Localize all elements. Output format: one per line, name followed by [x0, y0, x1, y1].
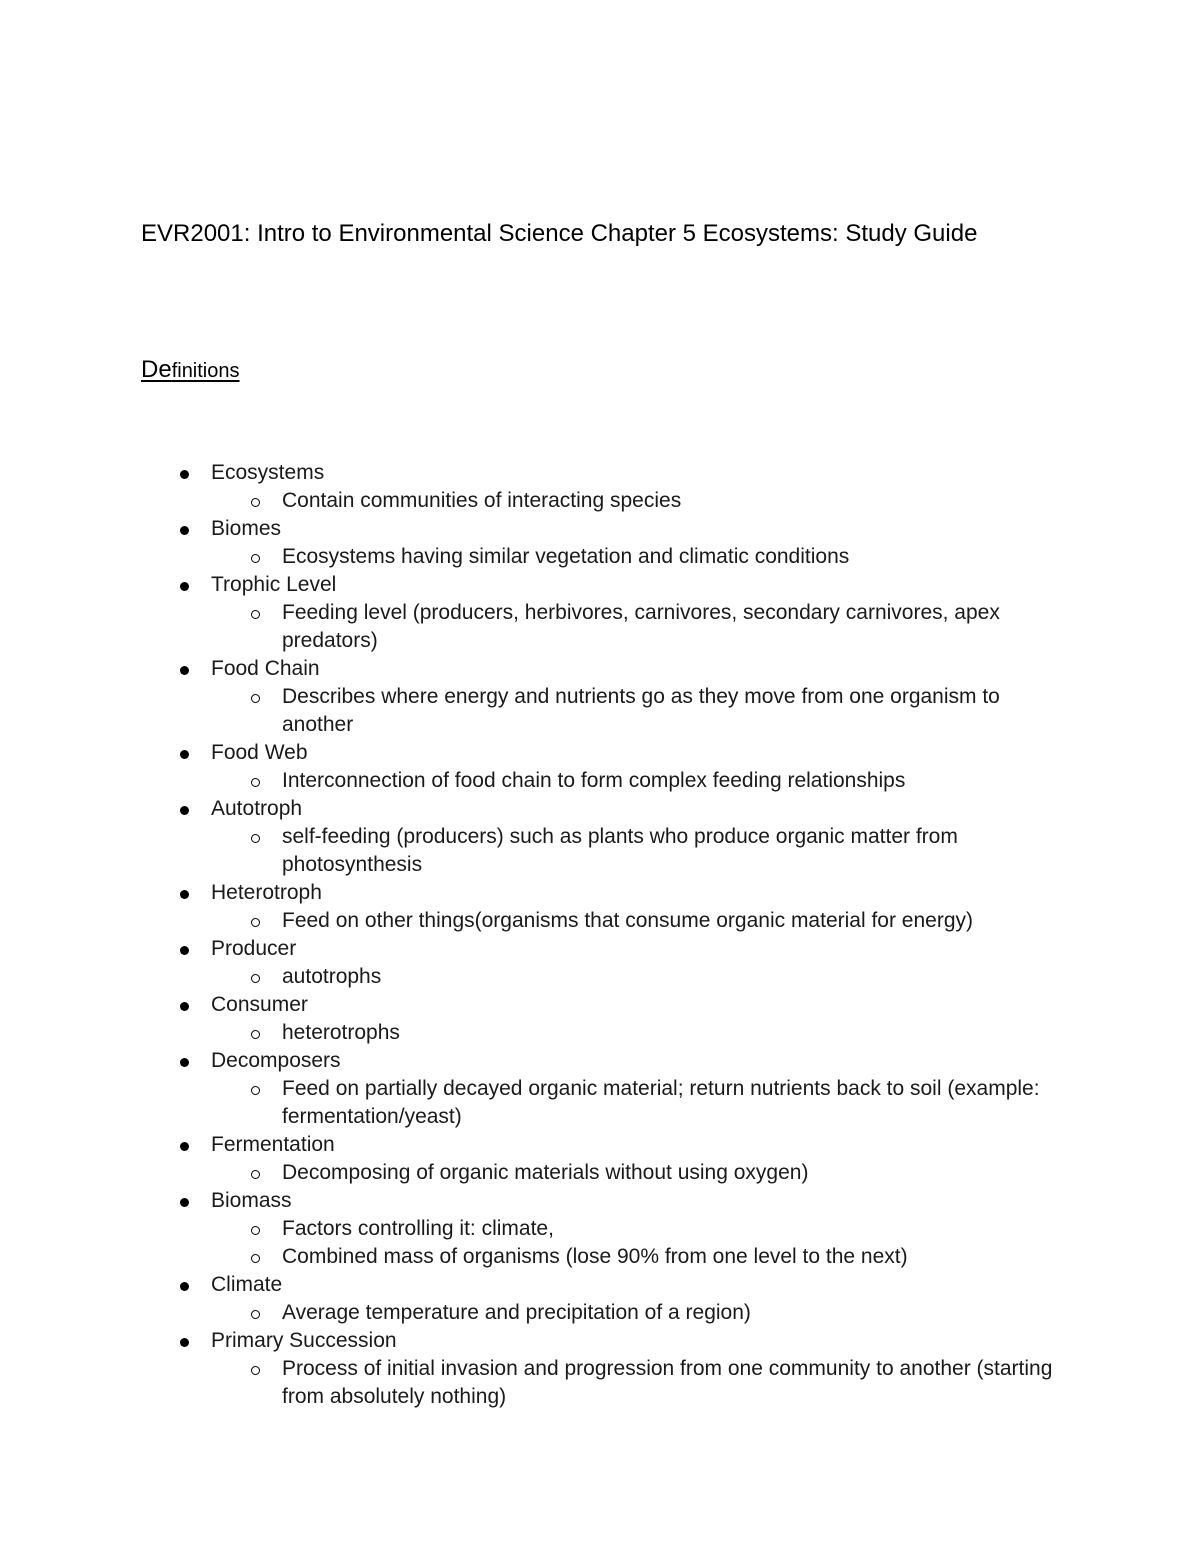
hollow-bullet-icon: [251, 1366, 260, 1375]
definition-detail-item: [210, 823, 1062, 879]
filled-bullet-icon: [180, 946, 189, 955]
definition-details: [211, 1355, 1200, 1411]
filled-bullet-icon: [180, 666, 189, 675]
definition-term: Fermentation: [211, 1133, 335, 1156]
definition-term: Heterotroph: [211, 881, 322, 904]
page-title: EVR2001: Intro to Environmental Science Chapter 5 Ecosystems: Study Guide: [141, 220, 978, 247]
hollow-bullet-icon: [251, 1170, 260, 1179]
hollow-bullet-icon: [251, 1030, 260, 1039]
definition-detail-text: Average temperature and precipitation of a region): [282, 1301, 751, 1324]
section-heading-emph: De: [141, 356, 172, 383]
definition-detail-item: [210, 487, 1062, 515]
definition-item: [0, 1187, 1200, 1271]
definition-detail-text: Feeding level (producers, herbivores, carnivores, secondary carnivores, apex predators): [282, 601, 1000, 652]
definition-detail-item: [210, 767, 1062, 795]
hollow-bullet-icon: [251, 694, 260, 703]
definition-detail-item: [210, 1019, 1062, 1047]
definition-detail-text: heterotrophs: [282, 1021, 400, 1044]
definition-detail-item: [210, 1299, 1062, 1327]
definition-details: [211, 1299, 1200, 1327]
definition-detail-item: [210, 963, 1062, 991]
definition-detail-item: [210, 1159, 1062, 1187]
definition-detail-item: [210, 1355, 1062, 1411]
definition-item: [0, 571, 1200, 655]
definition-item: [0, 935, 1200, 991]
definition-detail-text: Combined mass of organisms (lose 90% from one level to the next): [282, 1245, 908, 1268]
definition-term: Producer: [211, 937, 297, 960]
definition-details: [211, 767, 1200, 795]
hollow-bullet-icon: [251, 974, 260, 983]
definition-term: Biomass: [211, 1189, 292, 1212]
definition-item: [0, 879, 1200, 935]
definition-details: [211, 1215, 1200, 1271]
hollow-bullet-icon: [251, 1310, 260, 1319]
definition-detail-item: [210, 543, 1062, 571]
definition-term: Climate: [211, 1273, 283, 1296]
filled-bullet-icon: [180, 1198, 189, 1207]
definition-term: Autotroph: [211, 797, 303, 820]
filled-bullet-icon: [180, 582, 189, 591]
definition-term: Primary Succession: [211, 1329, 397, 1352]
definition-detail-text: Describes where energy and nutrients go as they move from one organism to another: [282, 685, 1000, 736]
definition-details: [211, 487, 1200, 515]
filled-bullet-icon: [180, 1002, 189, 1011]
definition-detail-text: Contain communities of interacting species: [282, 489, 682, 512]
definition-details: [211, 543, 1200, 571]
section-heading-definitions: [141, 356, 240, 385]
hollow-bullet-icon: [251, 1226, 260, 1235]
definition-term: Ecosystems: [211, 461, 325, 484]
filled-bullet-icon: [180, 470, 189, 479]
filled-bullet-icon: [180, 806, 189, 815]
hollow-bullet-icon: [251, 778, 260, 787]
definition-details: [211, 1019, 1200, 1047]
definition-detail-item: [210, 1075, 1062, 1131]
definition-term: Decomposers: [211, 1049, 341, 1072]
definition-detail-text: Feed on partially decayed organic material; return nutrients back to soil (example: fermentation/yeast): [282, 1077, 1040, 1128]
hollow-bullet-icon: [251, 918, 260, 927]
definition-term: Food Web: [211, 741, 308, 764]
definition-detail-text: Interconnection of food chain to form complex feeding relationships: [282, 769, 906, 792]
definition-detail-item: [210, 683, 1062, 739]
definition-item: [0, 991, 1200, 1047]
definition-details: [211, 1075, 1200, 1131]
definition-detail-text: Decomposing of organic materials without using oxygen): [282, 1161, 809, 1184]
definition-item: [0, 515, 1200, 571]
definition-term: Food Chain: [211, 657, 320, 680]
definition-detail-text: Ecosystems having similar vegetation and climatic conditions: [282, 545, 850, 568]
definition-item: [0, 1327, 1200, 1411]
hollow-bullet-icon: [251, 610, 260, 619]
filled-bullet-icon: [180, 1338, 189, 1347]
hollow-bullet-icon: [251, 834, 260, 843]
filled-bullet-icon: [180, 750, 189, 759]
definition-detail-text: Feed on other things(organisms that consume organic material for energy): [282, 909, 974, 932]
definition-detail-text: Factors controlling it: climate,: [282, 1217, 554, 1240]
filled-bullet-icon: [180, 526, 189, 535]
definition-detail-item: [210, 599, 1062, 655]
hollow-bullet-icon: [251, 1254, 260, 1263]
hollow-bullet-icon: [251, 498, 260, 507]
definition-detail-item: [210, 1215, 1062, 1243]
definition-term: Consumer: [211, 993, 308, 1016]
definition-item: [0, 459, 1200, 515]
definition-item: [0, 795, 1200, 879]
section-heading-rest: finitions: [171, 360, 240, 382]
definition-detail-item: [210, 1243, 1062, 1271]
definition-item: [0, 1271, 1200, 1327]
definition-term: Trophic Level: [211, 573, 337, 596]
definition-details: [211, 963, 1200, 991]
definition-detail-item: [210, 907, 1062, 935]
definition-detail-text: self-feeding (producers) such as plants who produce organic matter from photosynthesis: [282, 825, 958, 876]
filled-bullet-icon: [180, 890, 189, 899]
hollow-bullet-icon: [251, 554, 260, 563]
filled-bullet-icon: [180, 1058, 189, 1067]
hollow-bullet-icon: [251, 1086, 260, 1095]
definition-item: [0, 1131, 1200, 1187]
definition-details: [211, 907, 1200, 935]
definition-details: [211, 823, 1200, 879]
definition-item: [0, 1047, 1200, 1131]
filled-bullet-icon: [180, 1142, 189, 1151]
definitions-list: [0, 459, 1200, 1411]
definition-item: [0, 739, 1200, 795]
definition-detail-text: autotrophs: [282, 965, 382, 988]
filled-bullet-icon: [180, 1282, 189, 1291]
definition-details: [211, 1159, 1200, 1187]
definition-details: [211, 599, 1200, 655]
definition-details: [211, 683, 1200, 739]
definition-item: [0, 655, 1200, 739]
definition-term: Biomes: [211, 517, 282, 540]
definition-detail-text: Process of initial invasion and progression from one community to another (starting from absolutely nothing): [282, 1357, 1053, 1408]
